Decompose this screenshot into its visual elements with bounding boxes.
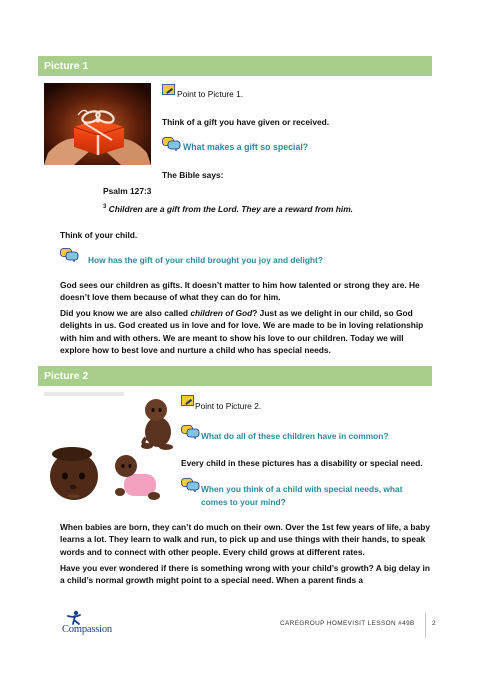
scripture-verse bbox=[103, 201, 353, 215]
question-special-needs: When you think of a child with special needs, what comes to your mind? bbox=[201, 484, 403, 507]
children-of-god-emphasis: children of God bbox=[190, 308, 253, 318]
point-to-picture-1: Point to Picture 1. bbox=[177, 89, 244, 99]
point-icon bbox=[162, 84, 175, 95]
verse-number: 3 bbox=[103, 204, 107, 210]
verse-text: Children are a gift from the Lord. They are a reward from him. bbox=[108, 203, 353, 214]
question-joy-delight: How has the gift of your child brought you joy and delight? bbox=[88, 255, 323, 265]
speech-bubbles-icon bbox=[181, 478, 200, 492]
point-icon bbox=[181, 395, 194, 406]
footer-divider bbox=[425, 612, 426, 638]
think-of-child: Think of your child. bbox=[60, 230, 138, 240]
scripture-reference: Psalm 127:3 bbox=[103, 186, 152, 196]
lesson-label: CAREGROUP HOMEVISIT LESSON #49B bbox=[280, 620, 415, 627]
point-to-picture-2: Point to Picture 2. bbox=[195, 401, 262, 411]
paragraph-gifts: God sees our children as gifts. It doesn’t matter to him how talented or strong they are. He doesn’t love them because of what they can do for him. bbox=[60, 280, 420, 303]
paragraph-growth: Have you ever wondered if there is something wrong with your child’s growth? A big delay in a child’s normal growth might point to a special need. When a parent finds a bbox=[60, 563, 430, 586]
question-gift-special: What makes a gift so special? bbox=[183, 142, 309, 152]
think-of-gift: Think of a gift you have given or received. bbox=[162, 117, 330, 127]
disability-statement: Every child in these pictures has a disability or special need. bbox=[181, 458, 423, 468]
paragraph-babies: When babies are born, they can’t do much on their own. Over the 1st few years of life, a baby learns a lot. They learn to walk and run, to pick up and use things with their hands, to speak words and to connect with other people. Every child grows at different rates. bbox=[60, 522, 430, 557]
section-header-picture-1: Picture 1 bbox=[38, 56, 432, 76]
section-header-picture-2: Picture 2 bbox=[38, 366, 432, 386]
logo-wordmark: Compassion bbox=[62, 624, 112, 635]
speech-bubbles-icon bbox=[60, 248, 79, 262]
babies-picture bbox=[44, 392, 176, 504]
question-common: What do all of these children have in common? bbox=[201, 431, 389, 441]
speech-bubbles-icon bbox=[181, 425, 200, 439]
bible-says-label: The Bible says: bbox=[162, 170, 224, 180]
page-number: 2 bbox=[432, 620, 436, 627]
compassion-logo bbox=[60, 610, 130, 640]
speech-bubbles-icon bbox=[162, 137, 181, 151]
paragraph-children-of-god: Did you know we are also called children of God? Just as we delight in our child, so God delights in us. God created us in love and for love. We are made to be in loving relationship with him and with others. We are meant to show his love to our children. Today we will explore how to best love and nurture a child who has special needs. bbox=[60, 308, 424, 356]
gift-picture bbox=[44, 83, 151, 165]
